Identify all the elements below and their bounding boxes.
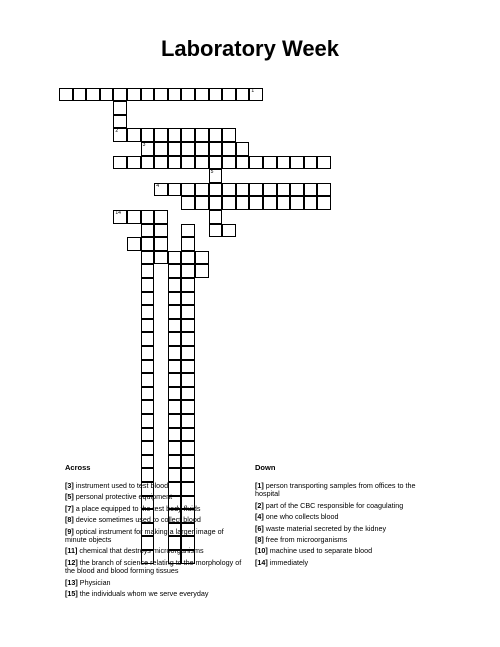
grid-cell[interactable]	[141, 414, 155, 428]
grid-cell[interactable]	[168, 346, 182, 360]
grid-cell[interactable]	[181, 468, 195, 482]
clue-text: immediately	[269, 557, 309, 567]
grid-cell[interactable]	[168, 183, 182, 197]
clue-number: [9]	[65, 526, 74, 536]
clue-text: device sometimes used to collect blood	[75, 515, 201, 525]
grid-cell[interactable]	[100, 88, 114, 102]
grid-cell[interactable]	[209, 156, 223, 170]
clue-number: [14]	[255, 557, 268, 567]
across-clue-list	[65, 482, 245, 601]
grid-cell[interactable]	[154, 88, 168, 102]
clue-text: free from microorganisms	[265, 535, 348, 545]
clue-text: one who collects blood	[265, 512, 339, 522]
grid-cell[interactable]	[290, 196, 304, 210]
grid-cell[interactable]	[236, 156, 250, 170]
clue-number: [8]	[255, 535, 264, 545]
cell-number: 14	[115, 210, 121, 216]
grid-cell[interactable]	[277, 183, 291, 197]
grid-cell[interactable]	[141, 319, 155, 333]
grid-cell[interactable]	[249, 183, 263, 197]
grid-cell[interactable]	[141, 156, 155, 170]
grid-cell[interactable]	[236, 142, 250, 156]
grid-cell[interactable]	[141, 360, 155, 374]
grid-cell[interactable]	[127, 156, 141, 170]
grid-cell[interactable]	[168, 360, 182, 374]
grid-cell[interactable]	[141, 224, 155, 238]
cell-number: 3	[142, 142, 146, 148]
clue-text: the branch of science relating to the morphology of the blood and blood forming tissues	[65, 557, 242, 576]
grid-cell[interactable]	[222, 183, 236, 197]
grid-cell[interactable]	[181, 196, 195, 210]
grid-cell[interactable]	[141, 88, 155, 102]
clue-number: [10]	[255, 546, 268, 556]
grid-cell[interactable]	[141, 278, 155, 292]
grid-cell[interactable]	[195, 196, 209, 210]
grid-cell[interactable]	[113, 101, 127, 115]
grid-cell[interactable]	[195, 156, 209, 170]
grid-cell[interactable]	[236, 196, 250, 210]
clue-text: the individuals whom we serve everyday	[79, 589, 209, 599]
grid-cell[interactable]	[168, 142, 182, 156]
clue-text: person transporting samples from offices to the hospital	[255, 481, 416, 499]
grid-cell[interactable]	[181, 88, 195, 102]
grid-cell[interactable]	[209, 183, 223, 197]
down-clue	[255, 536, 435, 544]
across-clue	[65, 493, 245, 501]
grid-cell[interactable]	[263, 196, 277, 210]
clue-number: [1]	[255, 481, 264, 490]
grid-cell[interactable]	[141, 142, 155, 156]
grid-cell[interactable]	[168, 373, 182, 387]
grid-cell[interactable]	[86, 88, 100, 102]
grid-cell[interactable]	[304, 183, 318, 197]
grid-cell[interactable]	[113, 156, 127, 170]
grid-cell[interactable]	[209, 196, 223, 210]
grid-cell[interactable]	[127, 128, 141, 142]
grid-cell[interactable]	[113, 88, 127, 102]
grid-cell[interactable]	[181, 455, 195, 469]
grid-cell[interactable]	[73, 88, 87, 102]
across-clue	[65, 482, 245, 490]
cell-number: 1	[251, 87, 255, 94]
clue-text: optical instrument for making a larger image of minute objects	[65, 526, 224, 545]
clue-number: [3]	[65, 481, 74, 490]
grid-cell[interactable]	[181, 251, 195, 265]
clue-text: personal protective equipment	[75, 492, 173, 502]
grid-cell[interactable]	[222, 128, 236, 142]
cell-number: 2	[115, 128, 119, 135]
grid-cell[interactable]	[141, 210, 155, 224]
grid-cell[interactable]	[154, 156, 168, 170]
across-clue	[65, 559, 245, 576]
grid-cell[interactable]	[168, 292, 182, 306]
grid-cell[interactable]	[304, 156, 318, 170]
grid-cell[interactable]	[181, 360, 195, 374]
grid-cell[interactable]	[168, 156, 182, 170]
grid-cell[interactable]	[154, 128, 168, 142]
grid-cell[interactable]	[195, 251, 209, 265]
grid-cell[interactable]	[181, 156, 195, 170]
grid-cell[interactable]	[168, 400, 182, 414]
grid-cell[interactable]	[181, 278, 195, 292]
grid-cell[interactable]	[181, 346, 195, 360]
clue-number: [12]	[65, 557, 78, 567]
across-clue	[65, 579, 245, 587]
grid-cell[interactable]	[154, 251, 168, 265]
grid-cell[interactable]	[127, 210, 141, 224]
grid-cell[interactable]	[168, 455, 182, 469]
grid-cell[interactable]	[168, 332, 182, 346]
grid-cell[interactable]	[209, 210, 223, 224]
down-heading: Down	[255, 463, 276, 472]
down-clue	[255, 547, 435, 555]
grid-cell[interactable]	[181, 373, 195, 387]
clue-text: machine used to separate blood	[269, 546, 373, 556]
grid-cell[interactable]	[141, 455, 155, 469]
grid-cell[interactable]	[141, 428, 155, 442]
grid-cell[interactable]	[222, 156, 236, 170]
grid-cell[interactable]	[141, 292, 155, 306]
grid-cell[interactable]	[168, 128, 182, 142]
grid-cell[interactable]	[236, 183, 250, 197]
across-clue	[65, 590, 245, 598]
grid-cell[interactable]	[168, 428, 182, 442]
clue-number: [2]	[255, 500, 264, 510]
grid-cell[interactable]	[113, 115, 127, 129]
clue-number: [11]	[65, 546, 78, 556]
grid-cell[interactable]	[304, 196, 318, 210]
grid-cell[interactable]	[59, 88, 73, 102]
grid-cell[interactable]	[181, 224, 195, 238]
grid-cell[interactable]	[168, 414, 182, 428]
down-clue-list	[255, 482, 435, 570]
grid-cell[interactable]	[277, 196, 291, 210]
grid-cell[interactable]	[154, 237, 168, 251]
clue-text: part of the CBC responsible for coagulating	[265, 500, 404, 510]
grid-cell[interactable]	[181, 319, 195, 333]
clue-number: [5]	[65, 492, 74, 502]
grid-cell[interactable]	[209, 128, 223, 142]
across-clue	[65, 547, 245, 555]
grid-cell[interactable]	[263, 183, 277, 197]
grid-cell[interactable]	[141, 237, 155, 251]
clue-number: [13]	[65, 577, 78, 587]
grid-cell[interactable]	[154, 142, 168, 156]
grid-cell[interactable]	[168, 251, 182, 265]
grid-cell[interactable]	[181, 428, 195, 442]
grid-cell[interactable]	[209, 224, 223, 238]
puzzle-title: Laboratory Week	[160, 36, 340, 61]
grid-cell[interactable]	[141, 400, 155, 414]
grid-cell[interactable]	[209, 142, 223, 156]
cell-number: 4	[156, 182, 159, 189]
clue-text: a place equipped to the test body fluids	[75, 503, 201, 513]
clue-number: [6]	[255, 523, 264, 533]
grid-cell[interactable]	[181, 292, 195, 306]
grid-cell[interactable]	[141, 264, 155, 278]
grid-cell[interactable]	[249, 156, 263, 170]
grid-cell[interactable]	[181, 400, 195, 414]
grid-cell[interactable]	[141, 441, 155, 455]
clue-number: [8]	[65, 515, 74, 525]
grid-cell[interactable]	[181, 264, 195, 278]
clue-number: [15]	[65, 589, 78, 599]
grid-cell[interactable]	[127, 88, 141, 102]
clue-text: chemical that destroys microorganisms	[79, 546, 204, 556]
grid-cell[interactable]	[209, 169, 223, 183]
grid-cell[interactable]	[141, 346, 155, 360]
grid-cell[interactable]	[168, 441, 182, 455]
grid-cell[interactable]	[195, 142, 209, 156]
grid-cell[interactable]	[141, 251, 155, 265]
grid-cell[interactable]	[141, 373, 155, 387]
grid-cell[interactable]	[168, 264, 182, 278]
clue-text: waste material secreted by the kidney	[265, 523, 387, 533]
grid-cell[interactable]	[195, 183, 209, 197]
down-clue	[255, 525, 435, 533]
grid-cell[interactable]	[222, 196, 236, 210]
grid-cell[interactable]	[113, 128, 127, 142]
grid-cell[interactable]	[209, 88, 223, 102]
grid-cell[interactable]	[222, 224, 236, 238]
grid-cell[interactable]	[277, 156, 291, 170]
grid-cell[interactable]	[181, 142, 195, 156]
grid-cell[interactable]	[290, 156, 304, 170]
grid-cell[interactable]	[249, 88, 263, 102]
down-clue	[255, 502, 435, 510]
down-clue	[255, 513, 435, 521]
across-clue	[65, 516, 245, 524]
grid-cell[interactable]	[154, 210, 168, 224]
grid-cell[interactable]	[317, 183, 331, 197]
grid-cell[interactable]	[141, 332, 155, 346]
grid-cell[interactable]	[222, 88, 236, 102]
down-clue	[255, 482, 435, 499]
grid-cell[interactable]	[154, 224, 168, 238]
across-heading: Across	[65, 463, 91, 472]
grid-cell[interactable]	[317, 156, 331, 170]
clue-number: [7]	[65, 503, 74, 513]
grid-cell[interactable]	[181, 387, 195, 401]
grid-cell[interactable]	[141, 128, 155, 142]
grid-cell[interactable]	[181, 414, 195, 428]
grid-cell[interactable]	[141, 305, 155, 319]
grid-cell[interactable]	[195, 264, 209, 278]
grid-cell[interactable]	[127, 237, 141, 251]
grid-cell[interactable]	[181, 237, 195, 251]
clue-text: instrument used to test blood	[75, 481, 169, 490]
down-clue	[255, 559, 435, 567]
grid-cell[interactable]	[168, 319, 182, 333]
clue-number: [4]	[255, 512, 264, 522]
clue-text: Physician	[79, 577, 111, 587]
grid-cell[interactable]	[168, 468, 182, 482]
grid-cell[interactable]	[195, 88, 209, 102]
cell-number: 5	[210, 169, 214, 176]
grid-cell[interactable]	[141, 387, 155, 401]
grid-cell[interactable]	[168, 305, 182, 319]
grid-cell[interactable]	[195, 128, 209, 142]
across-clue	[65, 505, 245, 513]
grid-cell[interactable]	[181, 441, 195, 455]
grid-cell[interactable]	[317, 196, 331, 210]
grid-cell[interactable]	[113, 210, 127, 224]
grid-cell[interactable]	[181, 128, 195, 142]
grid-cell[interactable]	[181, 183, 195, 197]
grid-cell[interactable]	[249, 196, 263, 210]
grid-cell[interactable]	[236, 88, 250, 102]
grid-cell[interactable]	[181, 332, 195, 346]
grid-cell[interactable]	[263, 156, 277, 170]
grid-cell[interactable]	[222, 142, 236, 156]
grid-cell[interactable]	[181, 305, 195, 319]
grid-cell[interactable]	[141, 468, 155, 482]
grid-cell[interactable]	[154, 183, 168, 197]
grid-cell[interactable]	[290, 183, 304, 197]
grid-cell[interactable]	[168, 387, 182, 401]
grid-cell[interactable]	[168, 88, 182, 102]
grid-cell[interactable]	[168, 278, 182, 292]
across-clue	[65, 528, 245, 545]
